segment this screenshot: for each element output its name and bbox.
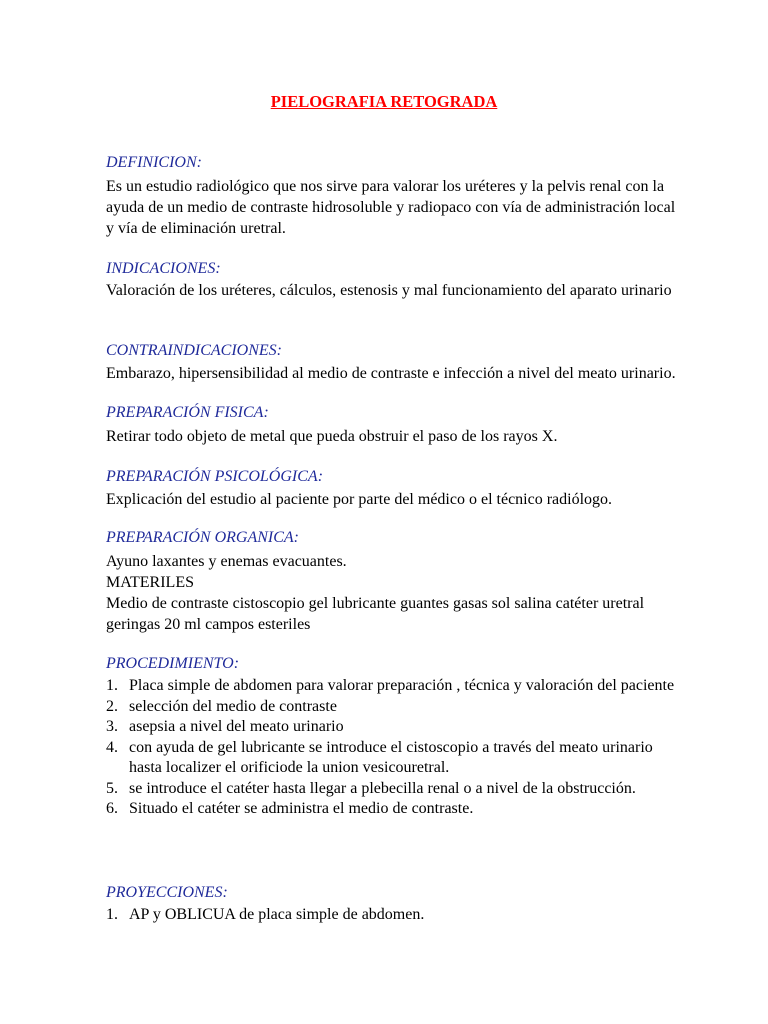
list-item: 6. Situado el catéter se administra el medio de contraste. [106, 800, 474, 817]
preparacion-fisica-text: Retirar todo objeto de metal que pueda obstruir el paso de los rayos X. [106, 428, 558, 445]
list-item: 4. con ayuda de gel lubricante se introduce el cistoscopio a través del meato urinario hasta localizer el orificiode la union vesicouretral. [106, 738, 653, 776]
procedimiento-heading: PROCEDIMIENTO: [106, 655, 240, 672]
indicaciones-text: Valoración de los uréteres, cálculos, estenosis y mal funcionamiento del aparato urinario [106, 282, 672, 299]
list-item: 3. asepsia a nivel del meato urinario [106, 718, 344, 735]
preparacion-psicologica-text: Explicación del estudio al paciente por parte del médico o el técnico radiólogo. [106, 491, 613, 508]
proyecciones-heading: PROYECCIONES: [106, 884, 228, 901]
indicaciones-heading: INDICACIONES: [106, 260, 221, 277]
definicion-text: Es un estudio radiológico que nos sirve para valorar los uréteres y la pelvis renal con la ayuda de un medio de contraste hidrosoluble y radiopaco con vía de administración local y vía de eliminación uretral. [106, 178, 676, 237]
document-title: PIELOGRAFIA RETOGRADA [270, 92, 498, 111]
definicion-heading: DEFINICION: [106, 154, 202, 171]
preparacion-organica-text: Ayuno laxantes y enemas evacuantes. [106, 553, 347, 570]
materiales-text: Medio de contraste cistoscopio gel lubricante guantes gasas sol salina catéter uretral geringas 20 ml campos esteriles [106, 595, 645, 633]
contraindicaciones-heading: CONTRAINDICACIONES: [106, 342, 282, 359]
list-item: 1. AP y OBLICUA de placa simple de abdomen. [106, 906, 425, 923]
list-item: 2. selección del medio de contraste [106, 697, 337, 715]
materiales-label: MATERILES [106, 574, 194, 591]
list-item: 1. Placa simple de abdomen para valorar preparación , técnica y valoración del paciente [106, 677, 675, 694]
preparacion-psicologica-heading: PREPARACIÓN PSICOLÓGICA: [106, 468, 324, 485]
contraindicaciones-text: Embarazo, hipersensibilidad al medio de contraste e infección a nivel del meato urinario. [106, 365, 676, 382]
list-item: 5. se introduce el catéter hasta llegar a plebecilla renal o a nivel de la obstrucción. [106, 779, 636, 797]
proyecciones-list [106, 905, 686, 926]
preparacion-organica-heading: PREPARACIÓN ORGANICA: [106, 529, 300, 546]
procedimiento-list [106, 676, 686, 820]
preparacion-fisica-heading: PREPARACIÓN FISICA: [106, 404, 269, 421]
